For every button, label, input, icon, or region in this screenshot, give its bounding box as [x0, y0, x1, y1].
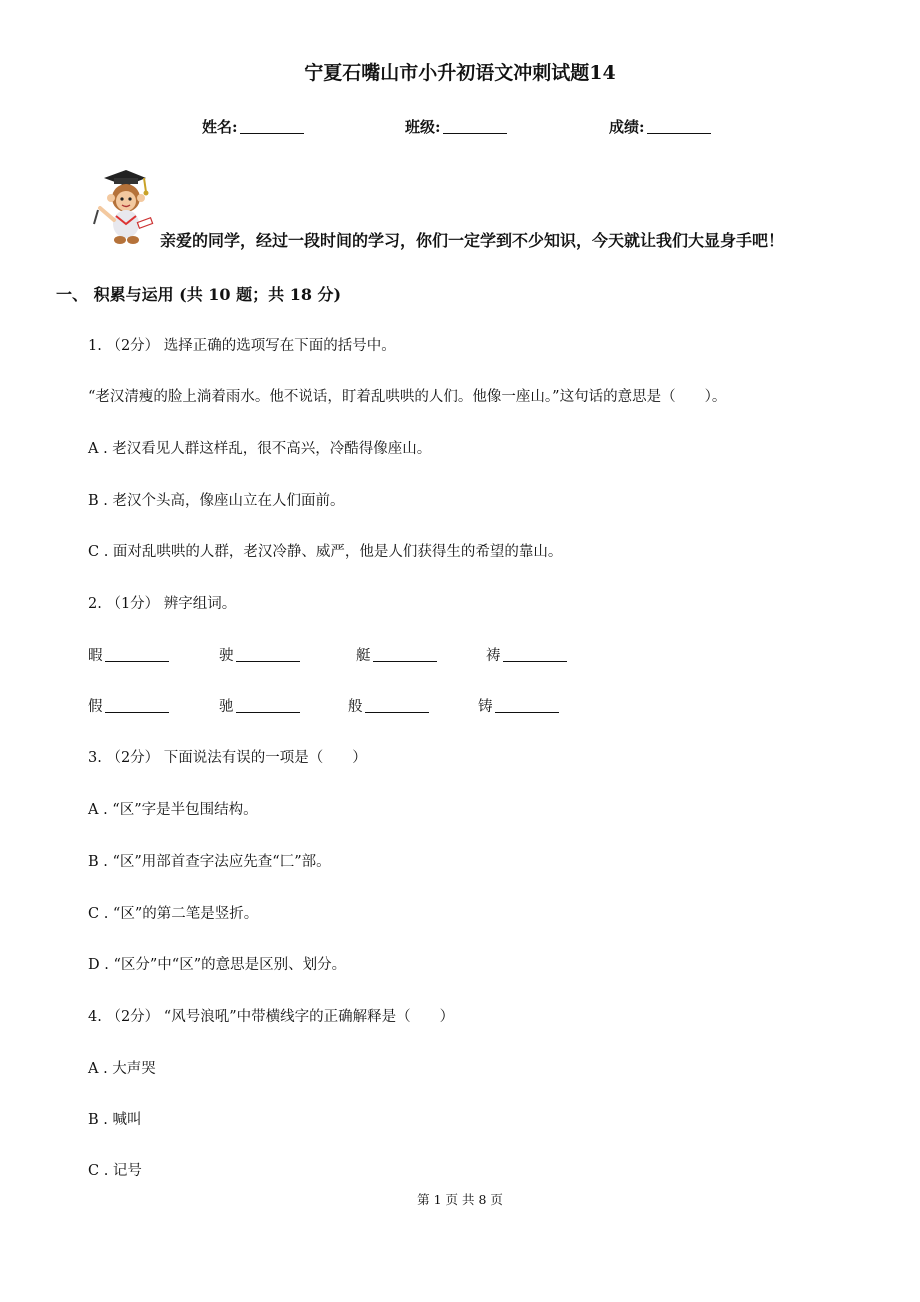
- page-title: 宁夏石嘴山市小升初语文冲刺试题14: [304, 62, 616, 84]
- page-footer: 第 1 页 共 8 页: [417, 1192, 503, 1207]
- question-4-option-c[interactable]: C . 记号: [88, 1163, 142, 1179]
- word-blank[interactable]: [105, 647, 169, 662]
- word-blank[interactable]: [236, 698, 300, 713]
- word-char: 祷: [486, 648, 501, 664]
- word-blank-item[interactable]: [88, 695, 169, 716]
- score-blank: [647, 119, 711, 134]
- score-label: 成绩:: [609, 118, 645, 136]
- name-field: [202, 116, 304, 137]
- word-char: 驶: [219, 648, 234, 664]
- section-heading: 一、 积累与运用 (共 10 题；共 18 分): [56, 285, 342, 304]
- class-blank: [443, 119, 507, 134]
- question-3-option-a[interactable]: A . “区”字是半包围结构。: [88, 802, 258, 818]
- question-3-stem: 3. （2分） 下面说法有误的一项是（ ）: [88, 750, 367, 766]
- question-2-stem: 2. （1分） 辨字组词。: [88, 596, 237, 612]
- name-label: 姓名:: [202, 118, 238, 136]
- word-blank[interactable]: [503, 647, 567, 662]
- question-1-stem: 1. （2分） 选择正确的选项写在下面的括号中。: [88, 338, 396, 354]
- question-4-option-a[interactable]: A . 大声哭: [88, 1061, 156, 1077]
- class-label: 班级:: [405, 118, 441, 136]
- word-blank-item[interactable]: [88, 644, 169, 665]
- question-1-passage: “老汉清瘦的脸上淌着雨水。他不说话，盯着乱哄哄的人们。他像一座山。”这句话的意思是（ ）。: [88, 389, 727, 405]
- word-blank-item[interactable]: [219, 644, 300, 665]
- word-blank-item[interactable]: [478, 695, 559, 716]
- word-blank-item[interactable]: [219, 695, 300, 716]
- question-1-option-a[interactable]: A . 老汉看见人群这样乱，很不高兴，冷酷得像座山。: [88, 441, 432, 457]
- question-1-option-b[interactable]: B . 老汉个头高，像座山立在人们面前。: [88, 493, 345, 509]
- question-3-option-d[interactable]: D . “区分”中“区”的意思是区别、划分。: [88, 957, 347, 973]
- word-char: 铸: [478, 699, 493, 715]
- word-blank-item[interactable]: [486, 644, 567, 665]
- word-char: 驰: [219, 699, 234, 715]
- question-4-option-b[interactable]: B . 喊叫: [88, 1112, 142, 1128]
- word-char: 般: [348, 699, 363, 715]
- question-4-stem: 4. （2分） “风号浪吼”中带横线字的正确解释是（ ）: [88, 1009, 455, 1025]
- graduate-mascot-icon: [84, 164, 154, 248]
- question-1-option-c[interactable]: C . 面对乱哄哄的人群，老汉冷静、威严，他是人们获得生的希望的靠山。: [88, 544, 563, 560]
- word-blank[interactable]: [236, 647, 300, 662]
- word-blank[interactable]: [105, 698, 169, 713]
- word-char: 艇: [356, 648, 371, 664]
- question-3-option-c[interactable]: C . “区”的第二笔是竖折。: [88, 906, 259, 922]
- word-char: 暇: [88, 648, 103, 664]
- word-blank[interactable]: [373, 647, 437, 662]
- word-char: 假: [88, 699, 103, 715]
- word-blank[interactable]: [495, 698, 559, 713]
- word-blank[interactable]: [365, 698, 429, 713]
- name-blank: [240, 119, 304, 134]
- class-field: [405, 116, 507, 137]
- greeting-text: 亲爱的同学，经过一段时间的学习，你们一定学到不少知识，今天就让我们大显身手吧！: [160, 231, 785, 250]
- question-3-option-b[interactable]: B . “区”用部首查字法应先查“匚”部。: [88, 854, 331, 870]
- word-blank-item[interactable]: [348, 695, 429, 716]
- score-field: [609, 116, 711, 137]
- word-blank-item[interactable]: [356, 644, 437, 665]
